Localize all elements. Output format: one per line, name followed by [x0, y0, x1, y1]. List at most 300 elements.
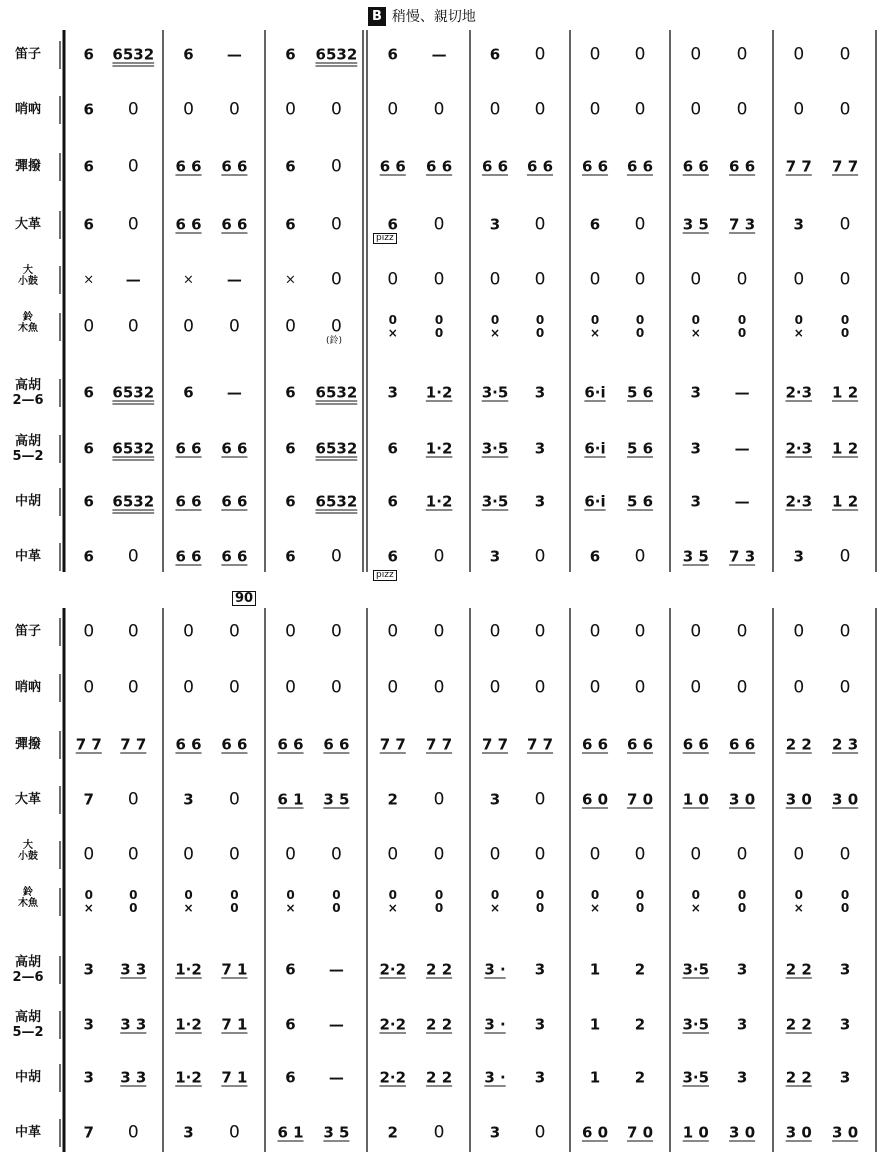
note-token: 2: [634, 960, 646, 979]
note-token: 6532: [315, 45, 358, 64]
note-token: 0: [839, 44, 851, 65]
note-token: 3 3: [120, 960, 147, 979]
note-token: 3 0: [785, 1123, 812, 1142]
note-token: 6: [83, 45, 94, 64]
note-token: 1 0: [682, 790, 709, 809]
note-token: 0: [589, 44, 601, 65]
note-token: 6 6: [175, 492, 202, 511]
note-token: 3 0: [832, 1123, 859, 1142]
note-token: 0: [433, 546, 445, 567]
note-token: 6532: [112, 45, 155, 64]
perc-note: (鈴): [326, 336, 343, 346]
note-token: ×: [183, 272, 194, 288]
note-token: 2 3: [832, 735, 859, 754]
note-token: 0 0: [332, 888, 341, 915]
note-token: 3: [489, 215, 501, 234]
note-token: 0: [534, 844, 546, 865]
note-token: 0: [793, 621, 805, 642]
note-token: 0: [228, 316, 240, 337]
note-token: 7 7: [526, 735, 554, 754]
note-token: 0: [330, 269, 342, 290]
note-token: 6 1: [277, 1123, 304, 1142]
note-token: 0: [433, 1122, 445, 1143]
instrument-label: 大革: [14, 217, 41, 232]
instrument-label: 高胡 5—2: [12, 434, 44, 464]
note-token: 6 6: [221, 439, 248, 458]
note-token: 6 6: [626, 735, 654, 754]
note-token: 2 2: [785, 735, 812, 754]
note-token: —: [226, 270, 242, 289]
instrument-label: 中革: [14, 1125, 41, 1140]
note-token: 3: [793, 215, 804, 234]
note-token: 6 6: [175, 215, 202, 234]
note-token: 2·3: [785, 492, 813, 511]
note-token: 6: [589, 215, 601, 234]
note-token: 0: [839, 621, 851, 642]
note-token: 0: [387, 844, 399, 865]
instrument-label: 哨吶: [14, 102, 41, 117]
note-token: 0: [285, 99, 296, 120]
note-token: 6 6: [426, 157, 453, 176]
note-token: 0: [228, 1122, 240, 1143]
note-token: 0: [83, 844, 95, 865]
note-token: —: [734, 383, 750, 402]
note-token: 0: [690, 269, 702, 290]
note-token: 0: [285, 621, 296, 642]
note-token: 6532: [112, 383, 155, 402]
note-token: 0: [330, 677, 342, 698]
note-token: 6: [285, 960, 296, 979]
note-token: 3: [489, 790, 501, 809]
note-token: 0: [634, 677, 646, 698]
note-token: 0: [839, 546, 851, 567]
note-token: 6 6: [729, 157, 756, 176]
note-token: 0: [534, 546, 546, 567]
note-token: 0: [387, 269, 399, 290]
note-token: 0: [127, 156, 139, 177]
note-token: 0 0: [535, 888, 545, 915]
note-token: 0: [839, 844, 851, 865]
note-token: 0: [183, 621, 194, 642]
note-token: 7 7: [379, 735, 406, 754]
note-token: 6: [285, 45, 296, 64]
note-token: 5 6: [626, 383, 654, 402]
note-token: 0 0: [635, 888, 645, 915]
note-token: 6: [285, 383, 296, 402]
note-token: 1·2: [175, 1068, 202, 1087]
note-token: 6 6: [526, 157, 554, 176]
note-token: 6: [285, 1015, 296, 1034]
note-token: 3: [839, 1068, 851, 1087]
note-token: 0: [634, 844, 646, 865]
note-token: 0: [228, 99, 240, 120]
note-token: 0: [489, 677, 501, 698]
note-token: 0: [534, 1122, 546, 1143]
note-token: 0: [534, 621, 546, 642]
note-token: 0: [183, 316, 194, 337]
note-token: 1·2: [425, 383, 453, 402]
note-token: 0: [793, 844, 805, 865]
measure-number: 90: [232, 591, 256, 606]
note-token: 6532: [315, 439, 358, 458]
instrument-label: 彈撥: [14, 159, 41, 174]
note-token: 0 0: [230, 888, 239, 915]
note-token: 0: [330, 844, 342, 865]
note-token: 3: [489, 1123, 501, 1142]
note-token: 0 0: [129, 888, 138, 915]
note-token: 0: [489, 621, 501, 642]
note-token: 3: [736, 960, 748, 979]
note-token: 1·2: [425, 439, 453, 458]
instrument-label: 高胡 5—2: [12, 1010, 44, 1040]
note-token: 6·i: [584, 439, 606, 458]
note-token: 6 6: [581, 735, 609, 754]
note-token: 3 0: [729, 1123, 756, 1142]
note-token: 0 ×: [793, 313, 804, 340]
note-token: 6 6: [175, 735, 202, 754]
note-token: 3: [736, 1068, 748, 1087]
note-token: 7 7: [426, 735, 453, 754]
note-token: 3: [793, 547, 804, 566]
note-token: 0: [534, 789, 546, 810]
note-token: 5 6: [626, 492, 654, 511]
instrument-label: 鈴 木魚: [18, 312, 38, 334]
note-token: 6: [83, 439, 94, 458]
note-token: 6 6: [581, 157, 609, 176]
note-token: 6 6: [221, 735, 248, 754]
note-token: 1: [589, 1068, 601, 1087]
note-token: 6 6: [626, 157, 654, 176]
note-token: 6 0: [581, 790, 609, 809]
note-token: 0: [589, 621, 601, 642]
note-token: 0: [285, 316, 296, 337]
note-token: 5 6: [626, 439, 654, 458]
note-token: 2 2: [785, 1015, 812, 1034]
instrument-label: 高胡 2—6: [12, 955, 44, 985]
note-token: 3: [534, 1015, 546, 1034]
note-token: 6 6: [277, 735, 304, 754]
note-token: 6: [387, 45, 398, 64]
note-token: 0 0: [434, 888, 444, 915]
note-token: —: [431, 45, 447, 64]
instrument-label: 哨吶: [14, 680, 41, 695]
rehearsal-letter: B: [368, 7, 386, 26]
note-token: 0: [433, 789, 445, 810]
note-token: 0: [433, 214, 445, 235]
note-token: 1 2: [832, 492, 859, 511]
note-token: 2: [387, 790, 398, 809]
note-token: 0: [330, 546, 342, 567]
note-token: 3: [690, 492, 701, 511]
note-token: 3: [534, 1068, 546, 1087]
note-token: 6: [387, 547, 398, 566]
note-token: 0: [127, 621, 139, 642]
note-token: 0: [387, 677, 399, 698]
note-token: 0: [534, 269, 546, 290]
note-token: 6: [489, 45, 501, 64]
note-token: 3·5: [682, 960, 710, 979]
note-token: 0: [83, 621, 95, 642]
note-token: 6 6: [221, 157, 248, 176]
note-token: 6: [285, 215, 296, 234]
note-token: 0: [736, 44, 748, 65]
note-token: 6·i: [584, 383, 606, 402]
tempo-text: 稍慢、親切地: [391, 9, 476, 25]
note-token: 2: [634, 1068, 646, 1087]
note-token: 0: [127, 316, 139, 337]
note-token: 0 0: [434, 313, 444, 340]
note-token: 6: [285, 547, 296, 566]
note-token: 0 ×: [183, 888, 194, 915]
note-token: 6: [83, 215, 94, 234]
note-token: 0: [736, 677, 748, 698]
note-token: 0: [589, 677, 601, 698]
note-token: 7 0: [626, 1123, 654, 1142]
note-token: —: [328, 1015, 344, 1034]
note-token: 0: [127, 1122, 139, 1143]
note-token: 0: [83, 316, 95, 337]
note-token: 0 ×: [690, 313, 701, 340]
note-token: 0: [228, 789, 240, 810]
instrument-label: 笛子: [14, 624, 41, 639]
note-token: 0: [793, 269, 805, 290]
note-token: 0: [736, 621, 748, 642]
note-token: 0: [127, 789, 139, 810]
note-token: 0: [127, 844, 139, 865]
note-token: 3: [387, 383, 398, 402]
note-token: 6: [387, 492, 398, 511]
note-token: 0 ×: [83, 888, 94, 915]
note-token: 0: [589, 844, 601, 865]
note-token: 0 ×: [387, 313, 398, 340]
note-token: 0: [690, 621, 702, 642]
note-token: 6532: [315, 383, 358, 402]
note-token: 0: [634, 214, 646, 235]
note-token: 2: [387, 1123, 398, 1142]
note-token: 6 6: [379, 157, 406, 176]
note-token: 0: [690, 99, 702, 120]
note-token: 0: [690, 677, 702, 698]
note-token: 0: [839, 214, 851, 235]
note-token: 2 2: [426, 960, 453, 979]
note-token: 3·5: [682, 1068, 710, 1087]
note-token: 0: [183, 844, 194, 865]
note-token: 3·5: [481, 439, 509, 458]
note-token: 0: [690, 844, 702, 865]
note-token: 0: [589, 99, 601, 120]
note-token: 3 0: [832, 790, 859, 809]
note-token: 2 2: [426, 1015, 453, 1034]
note-token: 6 0: [581, 1123, 609, 1142]
note-token: —: [226, 383, 242, 402]
note-token: —: [734, 439, 750, 458]
note-token: 0: [330, 316, 342, 337]
note-token: 0: [83, 677, 95, 698]
note-token: 0 0: [840, 888, 850, 915]
note-token: 0: [330, 156, 342, 177]
note-token: 3 ·: [484, 1015, 506, 1034]
note-token: 3: [839, 960, 851, 979]
note-token: 0: [793, 677, 805, 698]
note-token: 0: [589, 269, 601, 290]
note-token: 0: [793, 44, 805, 65]
instrument-label: 大 小鼓: [18, 840, 38, 862]
note-token: 0: [534, 677, 546, 698]
note-token: 7 7: [785, 157, 812, 176]
note-token: 0 ×: [589, 313, 601, 340]
note-token: 0: [489, 269, 501, 290]
note-token: 6 6: [481, 157, 509, 176]
note-token: 6 6: [175, 439, 202, 458]
note-token: 2·2: [379, 960, 407, 979]
note-token: 0 ×: [589, 888, 601, 915]
note-token: 6532: [112, 492, 155, 511]
note-token: 0: [534, 44, 546, 65]
note-token: 0 ×: [690, 888, 701, 915]
note-token: 0: [534, 99, 546, 120]
note-token: 0 ×: [285, 888, 296, 915]
note-token: 0: [433, 677, 445, 698]
note-token: 0: [839, 269, 851, 290]
note-token: 2 2: [426, 1068, 453, 1087]
note-token: 7 7: [832, 157, 859, 176]
note-token: 6 6: [682, 157, 709, 176]
note-token: 3 5: [682, 547, 709, 566]
note-token: 3 0: [785, 790, 812, 809]
note-token: 7 0: [626, 790, 654, 809]
note-token: 2·2: [379, 1015, 407, 1034]
note-token: 0: [634, 99, 646, 120]
note-token: 0: [433, 269, 445, 290]
note-token: 7 1: [221, 1068, 248, 1087]
note-token: 1·2: [425, 492, 453, 511]
note-token: 3: [534, 439, 546, 458]
note-token: 0 ×: [387, 888, 398, 915]
note-token: 6: [83, 157, 94, 176]
note-token: —: [734, 492, 750, 511]
note-token: 6 1: [277, 790, 304, 809]
note-token: 0: [433, 844, 445, 865]
note-token: 2 2: [785, 1068, 812, 1087]
note-token: 7 3: [729, 547, 756, 566]
note-token: 3: [183, 1123, 194, 1142]
note-token: 2·3: [785, 383, 813, 402]
note-token: 0: [127, 214, 139, 235]
note-token: 0 ×: [489, 888, 501, 915]
note-token: 6: [285, 439, 296, 458]
note-token: 3: [690, 383, 701, 402]
note-token: 6·i: [584, 492, 606, 511]
note-token: 3 3: [120, 1068, 147, 1087]
instrument-label: 中革: [14, 549, 41, 564]
instrument-label: 笛子: [14, 47, 41, 62]
instrument-label: 中胡: [14, 1070, 41, 1085]
note-token: 0: [839, 677, 851, 698]
note-token: 3: [690, 439, 701, 458]
note-token: 2·3: [785, 439, 813, 458]
note-token: 1·2: [175, 1015, 202, 1034]
note-token: 0 ×: [793, 888, 804, 915]
note-token: 3: [83, 1015, 94, 1034]
note-token: 6: [183, 45, 194, 64]
note-token: 3 0: [729, 790, 756, 809]
note-token: 0: [228, 621, 240, 642]
note-token: 0: [228, 677, 240, 698]
note-token: 3: [534, 492, 546, 511]
note-token: 2 2: [785, 960, 812, 979]
note-token: 6 6: [323, 735, 350, 754]
note-token: 0: [183, 677, 194, 698]
note-token: 0: [736, 99, 748, 120]
note-token: 1 2: [832, 439, 859, 458]
note-token: 6: [387, 439, 398, 458]
note-token: 3 5: [682, 215, 709, 234]
note-token: 6532: [315, 492, 358, 511]
note-token: 6: [387, 215, 398, 234]
note-token: 0: [228, 844, 240, 865]
pizz-mark-upper: pizz: [373, 233, 397, 244]
note-token: 2·2: [379, 1068, 407, 1087]
note-token: 0: [534, 214, 546, 235]
note-token: ×: [83, 272, 95, 288]
note-token: 7: [83, 1123, 94, 1142]
note-token: 0: [736, 844, 748, 865]
note-token: 3: [83, 960, 94, 979]
instrument-label: 鈴 木魚: [18, 887, 38, 909]
note-token: 3: [83, 1068, 94, 1087]
note-token: 6: [285, 157, 296, 176]
note-token: 6: [83, 547, 94, 566]
note-token: 1: [589, 960, 601, 979]
note-token: 3: [489, 547, 501, 566]
note-token: 3: [183, 790, 194, 809]
note-token: 6: [589, 547, 601, 566]
note-token: 6 6: [682, 735, 709, 754]
note-token: 7 7: [481, 735, 509, 754]
note-token: 3·5: [481, 492, 509, 511]
note-token: 0: [634, 546, 646, 567]
note-token: 0 ×: [489, 313, 501, 340]
note-token: 6 6: [729, 735, 756, 754]
note-token: 0: [387, 99, 399, 120]
note-token: 0: [793, 99, 805, 120]
note-token: 0 0: [737, 888, 747, 915]
note-token: 6 6: [221, 547, 248, 566]
note-token: 6: [83, 100, 94, 119]
note-token: 1·2: [175, 960, 202, 979]
note-token: 1: [589, 1015, 601, 1034]
note-token: 0: [127, 99, 139, 120]
note-token: 0: [127, 677, 139, 698]
pizz-mark-lower: pizz: [373, 570, 397, 581]
note-token: 0: [330, 99, 342, 120]
note-token: 3 3: [120, 1015, 147, 1034]
note-token: —: [328, 960, 344, 979]
note-token: —: [328, 1068, 344, 1087]
note-token: 7 7: [120, 735, 147, 754]
note-token: 6 6: [221, 215, 248, 234]
note-token: 3: [839, 1015, 851, 1034]
note-token: 3 ·: [484, 1068, 506, 1087]
note-token: 0: [330, 621, 342, 642]
note-token: 3 ·: [484, 960, 506, 979]
note-token: 1 0: [682, 1123, 709, 1142]
instrument-label: 大革: [14, 792, 41, 807]
note-token: 3 5: [323, 790, 350, 809]
note-token: 0 0: [840, 313, 850, 340]
note-token: 7 1: [221, 960, 248, 979]
note-token: 0: [387, 621, 399, 642]
